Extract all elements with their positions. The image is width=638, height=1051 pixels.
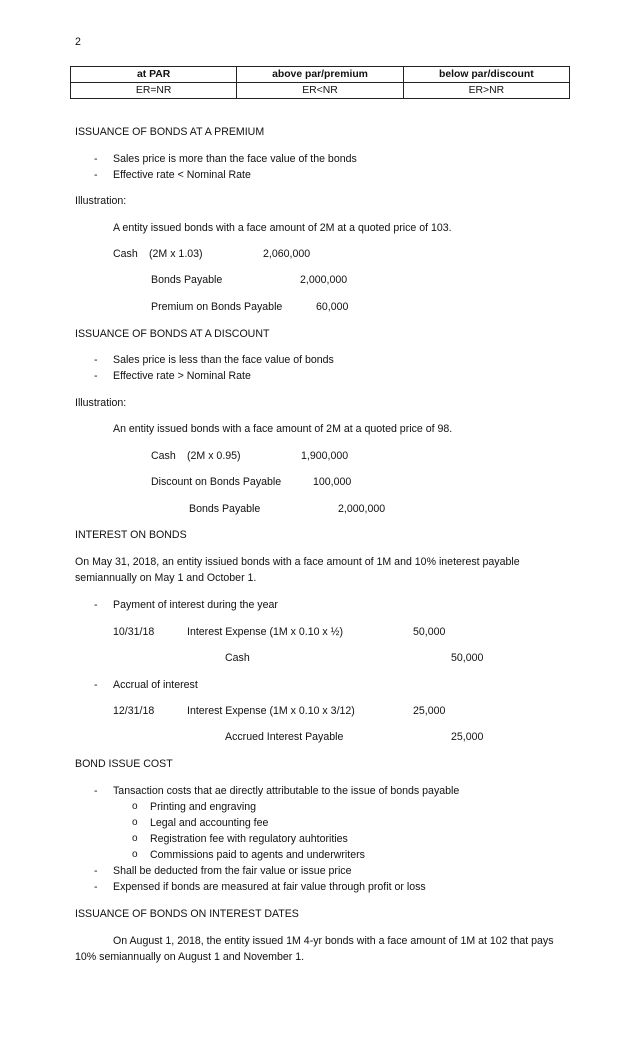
discount-illustration-text: An entity issued bonds with a face amount of 2M at a quoted price of 98. (113, 423, 453, 435)
journal-account: Discount on Bonds Payable (151, 476, 282, 488)
table-cell: ER>NR (403, 83, 569, 99)
journal-account: Bonds Payable (151, 274, 223, 286)
discount-illustration-label: Illustration: (75, 397, 127, 409)
discount-bullet: - Sales price is less than the face value of bonds (113, 354, 334, 366)
table-header-cell: above par/premium (237, 67, 403, 83)
premium-illustration-label: Illustration: (75, 195, 127, 207)
journal-account: Cash (225, 652, 250, 664)
journal-amount: 50,000 (413, 626, 446, 638)
journal-account: Interest Expense (1M x 0.10 x ½) (187, 626, 344, 638)
premium-heading: ISSUANCE OF BONDS AT A PREMIUM (75, 126, 265, 138)
premium-bullet: - Sales price is more than the face value of the bonds (113, 153, 357, 165)
journal-account: Accrued Interest Payable (225, 731, 344, 743)
journal-account: Interest Expense (1M x 0.10 x 3/12) (187, 705, 355, 717)
journal-date: 12/31/18 (113, 705, 155, 717)
interest-paragraph-line: semiannually on May 1 and October 1. (75, 572, 257, 584)
journal-detail: (2M x 1.03) (149, 248, 203, 260)
journal-detail: (2M x 0.95) (187, 450, 241, 462)
table-header-row (71, 67, 570, 83)
journal-amount: 2,060,000 (263, 248, 311, 260)
discount-bullet: - Effective rate > Nominal Rate (113, 370, 251, 382)
issue-cost-sub-item: o Commissions paid to agents and underwriters (150, 849, 365, 861)
journal-amount: 2,000,000 (300, 274, 348, 286)
journal-amount: 100,000 (313, 476, 352, 488)
page-number: 2 (75, 36, 81, 48)
journal-amount: 25,000 (413, 705, 446, 717)
interest-paragraph-line: On May 31, 2018, an entity issiued bonds with a face amount of 1M and 10% ineterest payable (75, 556, 520, 568)
interest-dates-line: On August 1, 2018, the entity issued 1M 4-yr bonds with a face amount of 1M at 102 that pays (113, 935, 554, 947)
table-cell: ER=NR (71, 83, 237, 99)
journal-account: Cash (113, 248, 138, 260)
issue-cost-bullet: - Shall be deducted from the fair value or issue price (113, 865, 352, 877)
issue-cost-sub-item: o Legal and accounting fee (150, 817, 268, 829)
table-header-cell: at PAR (71, 67, 237, 83)
journal-amount: 50,000 (451, 652, 484, 664)
journal-date: 10/31/18 (113, 626, 155, 638)
journal-account: Cash (151, 450, 176, 462)
issue-cost-heading: BOND ISSUE COST (75, 758, 173, 770)
journal-account: Premium on Bonds Payable (151, 301, 283, 313)
journal-amount: 25,000 (451, 731, 484, 743)
premium-illustration-text: A entity issued bonds with a face amount of 2M at a quoted price of 103. (113, 222, 452, 234)
interest-bullet: - Accrual of interest (113, 679, 198, 691)
bond-comparison-table (70, 66, 570, 99)
journal-amount: 1,900,000 (301, 450, 349, 462)
discount-heading: ISSUANCE OF BONDS AT A DISCOUNT (75, 328, 270, 340)
interest-heading: INTEREST ON BONDS (75, 529, 187, 541)
issue-cost-bullet: - Expensed if bonds are measured at fair value through profit or loss (113, 881, 426, 893)
journal-amount: 60,000 (316, 301, 349, 313)
issue-cost-bullet: - Tansaction costs that ae directly attributable to the issue of bonds payable (113, 785, 459, 797)
interest-bullet: - Payment of interest during the year (113, 599, 278, 611)
journal-account: Bonds Payable (189, 503, 261, 515)
interest-dates-heading: ISSUANCE OF BONDS ON INTEREST DATES (75, 908, 299, 920)
interest-dates-line: 10% semiannually on August 1 and November 1. (75, 951, 305, 963)
journal-amount: 2,000,000 (338, 503, 386, 515)
table-header-cell: below par/discount (403, 67, 569, 83)
table-row (71, 83, 570, 99)
issue-cost-sub-item: o Printing and engraving (150, 801, 256, 813)
issue-cost-sub-item: o Registration fee with regulatory auhtorities (150, 833, 348, 845)
premium-bullet: - Effective rate < Nominal Rate (113, 169, 251, 181)
table-cell: ER<NR (237, 83, 403, 99)
